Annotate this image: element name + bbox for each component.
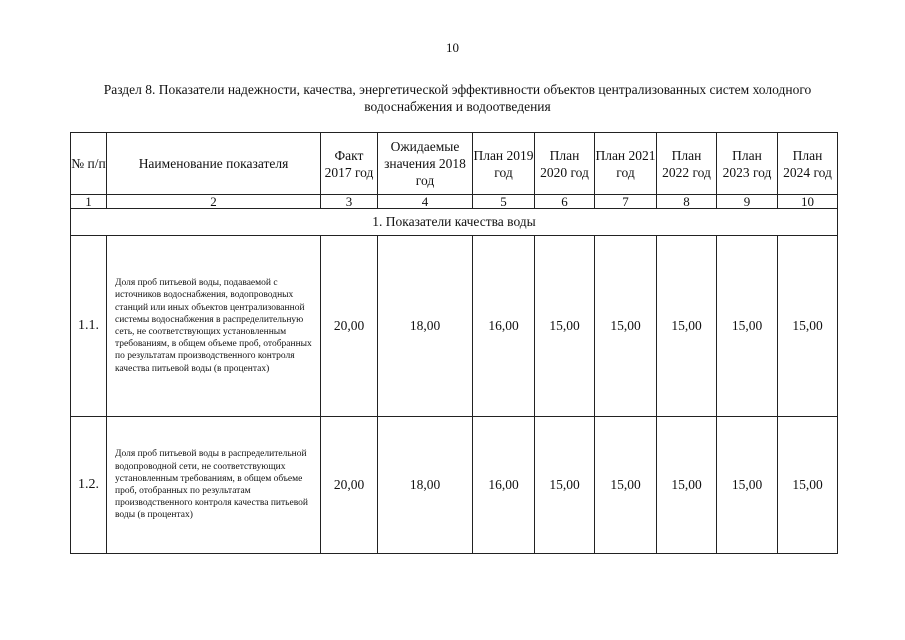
header-plan-2023: План 2023 год xyxy=(717,133,778,195)
header-plan-2019: План 2019 год xyxy=(473,133,535,195)
header-num: № п/п xyxy=(71,133,107,195)
column-number: 5 xyxy=(473,195,535,209)
value-fact-2017: 20,00 xyxy=(321,236,378,417)
value-expected-2018: 18,00 xyxy=(378,236,473,417)
column-number: 2 xyxy=(107,195,321,209)
value-plan-2019: 16,00 xyxy=(473,417,535,554)
value-plan-2023: 15,00 xyxy=(717,417,778,554)
column-number: 7 xyxy=(595,195,657,209)
column-number: 8 xyxy=(657,195,717,209)
value-plan-2022: 15,00 xyxy=(657,417,717,554)
page-number: 10 xyxy=(446,40,459,55)
indicator-name: Доля проб питьевой воды в распределительной водопроводной сети, не соответствующих установленным требованиям, в общем объеме проб, отобранных по результатам производственного контроля качества питьевой воды (в процентах) xyxy=(107,417,321,554)
column-number: 10 xyxy=(778,195,838,209)
table-row xyxy=(71,417,838,554)
column-number: 1 xyxy=(71,195,107,209)
value-plan-2022: 15,00 xyxy=(657,236,717,417)
value-plan-2020: 15,00 xyxy=(535,236,595,417)
row-number: 1.1. xyxy=(71,236,107,417)
section-heading: 1. Показатели качества воды xyxy=(71,209,838,236)
header-fact-2017: Факт 2017 год xyxy=(321,133,378,195)
value-plan-2024: 15,00 xyxy=(778,236,838,417)
value-plan-2019: 16,00 xyxy=(473,236,535,417)
header-row xyxy=(71,133,838,195)
indicators-table xyxy=(70,132,838,554)
indicator-name: Доля проб питьевой воды, подаваемой с источников водоснабжения, водопроводных станций или иных объектов централизованной системы водоснабжения в распределительную сеть, не соответствующих установленным требованиям, в общем объеме проб, отобранных по результатам производственного контроля качества питьевой воды (в процентах) xyxy=(107,236,321,417)
column-number: 9 xyxy=(717,195,778,209)
section-title: Раздел 8. Показатели надежности, качества, энергетической эффективности объектов централизованных систем холодного водоснабжения и водоотведения xyxy=(103,82,812,114)
table-row xyxy=(71,236,838,417)
header-plan-2022: План 2022 год xyxy=(657,133,717,195)
column-number: 4 xyxy=(378,195,473,209)
row-number: 1.2. xyxy=(71,417,107,554)
value-plan-2024: 15,00 xyxy=(778,417,838,554)
header-name: Наименование показателя xyxy=(107,133,321,195)
column-number-row xyxy=(71,195,838,209)
value-plan-2023: 15,00 xyxy=(717,236,778,417)
header-plan-2020: План 2020 год xyxy=(535,133,595,195)
header-plan-2021: План 2021 год xyxy=(595,133,657,195)
header-plan-2024: План 2024 год xyxy=(778,133,838,195)
value-plan-2021: 15,00 xyxy=(595,236,657,417)
value-plan-2020: 15,00 xyxy=(535,417,595,554)
value-expected-2018: 18,00 xyxy=(378,417,473,554)
value-fact-2017: 20,00 xyxy=(321,417,378,554)
column-number: 6 xyxy=(535,195,595,209)
column-number: 3 xyxy=(321,195,378,209)
section-row xyxy=(71,209,838,236)
value-plan-2021: 15,00 xyxy=(595,417,657,554)
header-expected-2018: Ожидаемые значения 2018 год xyxy=(378,133,473,195)
